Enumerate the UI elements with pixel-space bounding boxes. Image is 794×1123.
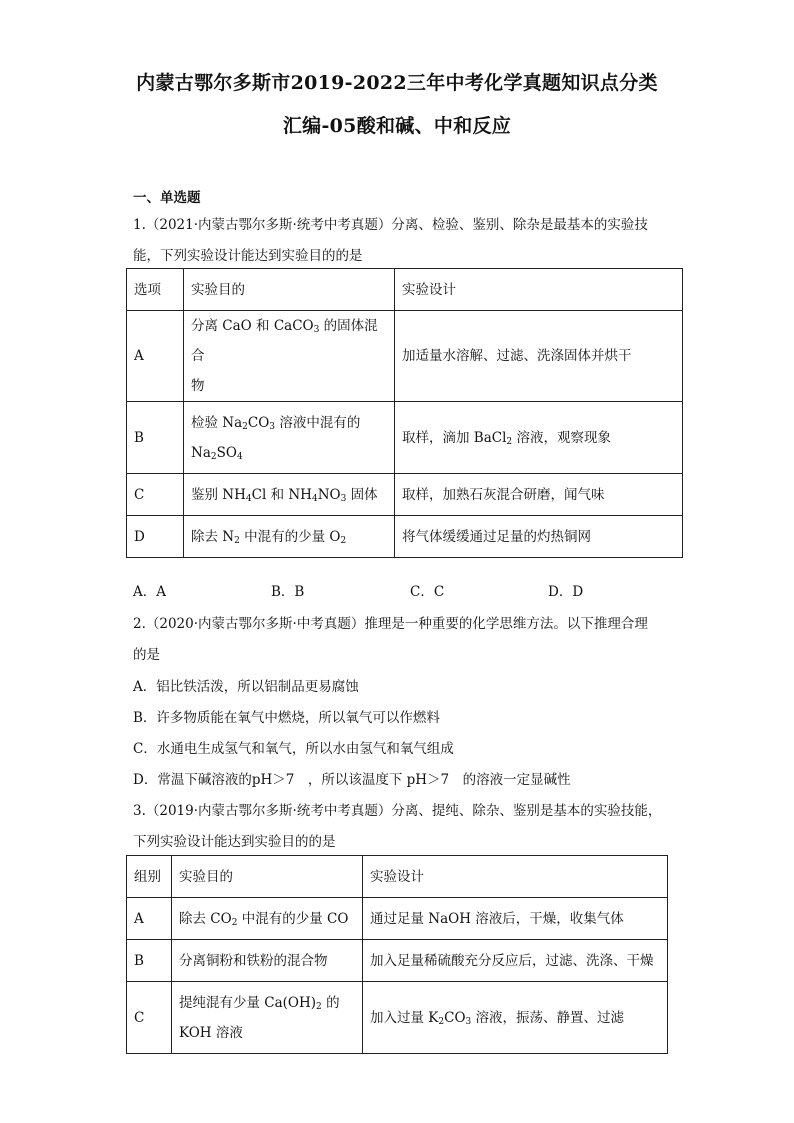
q2-option-c: C．水通电生成氢气和氧气，所以水由氢气和氧气组成: [133, 741, 454, 757]
design-cell: 通过足量 NaOH 溶液后，干燥，收集气体: [363, 898, 668, 940]
doc-title-line1: 内蒙古鄂尔多斯市2019-2022三年中考化学真题知识点分类: [136, 72, 658, 94]
option-a: A．A: [133, 584, 166, 600]
table-header-row: [127, 856, 668, 898]
purpose-cell: 鉴别 $NH_4Cl$ 和 $NH_4NO_3$ 固体: [184, 474, 395, 516]
header-cell: 实验设计: [395, 269, 683, 311]
design-cell: 加入足量稀硫酸充分反应后，过滤、洗涤、干燥: [363, 940, 668, 982]
table-row: [127, 982, 668, 1054]
table-row: [127, 402, 683, 474]
design-cell: 取样，滴加 BaCl$_2$ 溶液，观察现象: [395, 402, 683, 474]
q1-table: [126, 268, 683, 558]
header-cell: 实验设计: [363, 856, 668, 898]
table-row: [127, 311, 683, 402]
option-b: B．B: [271, 584, 305, 600]
table-row: [127, 474, 683, 516]
q1-stem-line2: 能，下列实验设计能达到实验目的的是: [133, 248, 363, 264]
header-cell: 组别: [127, 856, 172, 898]
q2-stem-line1: 2.（2020·内蒙古鄂尔多斯·中考真题）推理是一种重要的化学思维方法。以下推理合理: [133, 616, 648, 632]
q3-stem-line1: 3.（2019·内蒙古鄂尔多斯·统考中考真题）分离、提纯、除杂、鉴别是基本的实验技能，: [133, 803, 662, 819]
option-cell: A: [127, 311, 184, 402]
purpose-cell: 检验 $Na_2CO_3$ 溶液中混有的 $Na_2SO_4$: [184, 402, 395, 474]
q2-option-b: B．许多物质能在氧气中燃烧，所以氧气可以作燃料: [133, 710, 440, 726]
design-cell: 加适量水溶解、过滤、洗涤固体并烘干: [395, 311, 683, 402]
table-header-row: [127, 269, 683, 311]
design-cell: 取样，加熟石灰混合研磨，闻气味: [395, 474, 683, 516]
q2-stem-line2: 的是: [133, 647, 160, 663]
design-cell: 加入过量 $K_2CO_3$ 溶液，振荡、静置、过滤: [363, 982, 668, 1054]
q1-stem-line1: 1.（2021·内蒙古鄂尔多斯·统考中考真题）分离、检验、鉴别、除杂是最基本的实验技: [133, 217, 648, 233]
doc-title-line2: 汇编-05酸和碱、中和反应: [282, 115, 512, 137]
q2-option-a: A．铝比铁活泼，所以铝制品更易腐蚀: [133, 679, 359, 695]
option-cell: C: [127, 982, 172, 1054]
header-cell: 实验目的: [172, 856, 363, 898]
option-cell: C: [127, 474, 184, 516]
header-cell: 实验目的: [184, 269, 395, 311]
purpose-cell: 分离 CaO 和 CaCO$_3$ 的固体混合 物: [184, 311, 395, 402]
section-heading: 一、单选题: [133, 190, 201, 206]
option-c: C．C: [410, 584, 445, 600]
option-d: D．D: [548, 584, 584, 600]
option-cell: A: [127, 898, 172, 940]
purpose-cell: 提纯混有少量 $Ca(OH)_2$ 的 KOH 溶液: [172, 982, 363, 1054]
option-cell: D: [127, 516, 184, 558]
purpose-cell: 分离铜粉和铁粉的混合物: [172, 940, 363, 982]
table-row: [127, 898, 668, 940]
design-cell: 将气体缓缓通过足量的灼热铜网: [395, 516, 683, 558]
table-row: [127, 940, 668, 982]
table-row: [127, 516, 683, 558]
header-cell: 选项: [127, 269, 184, 311]
purpose-cell: 除去 $N_2$ 中混有的少量 $O_2$: [184, 516, 395, 558]
option-cell: B: [127, 402, 184, 474]
q3-stem-line2: 下列实验设计能达到实验目的的是: [133, 834, 336, 850]
q2-option-d: D．常温下碱溶液的pH＞7 ，所以该温度下 pH＞7 的溶液一定显碱性: [133, 772, 571, 788]
q3-table: [126, 855, 668, 1054]
purpose-cell: 除去 $CO_2$ 中混有的少量 CO: [172, 898, 363, 940]
option-cell: B: [127, 940, 172, 982]
